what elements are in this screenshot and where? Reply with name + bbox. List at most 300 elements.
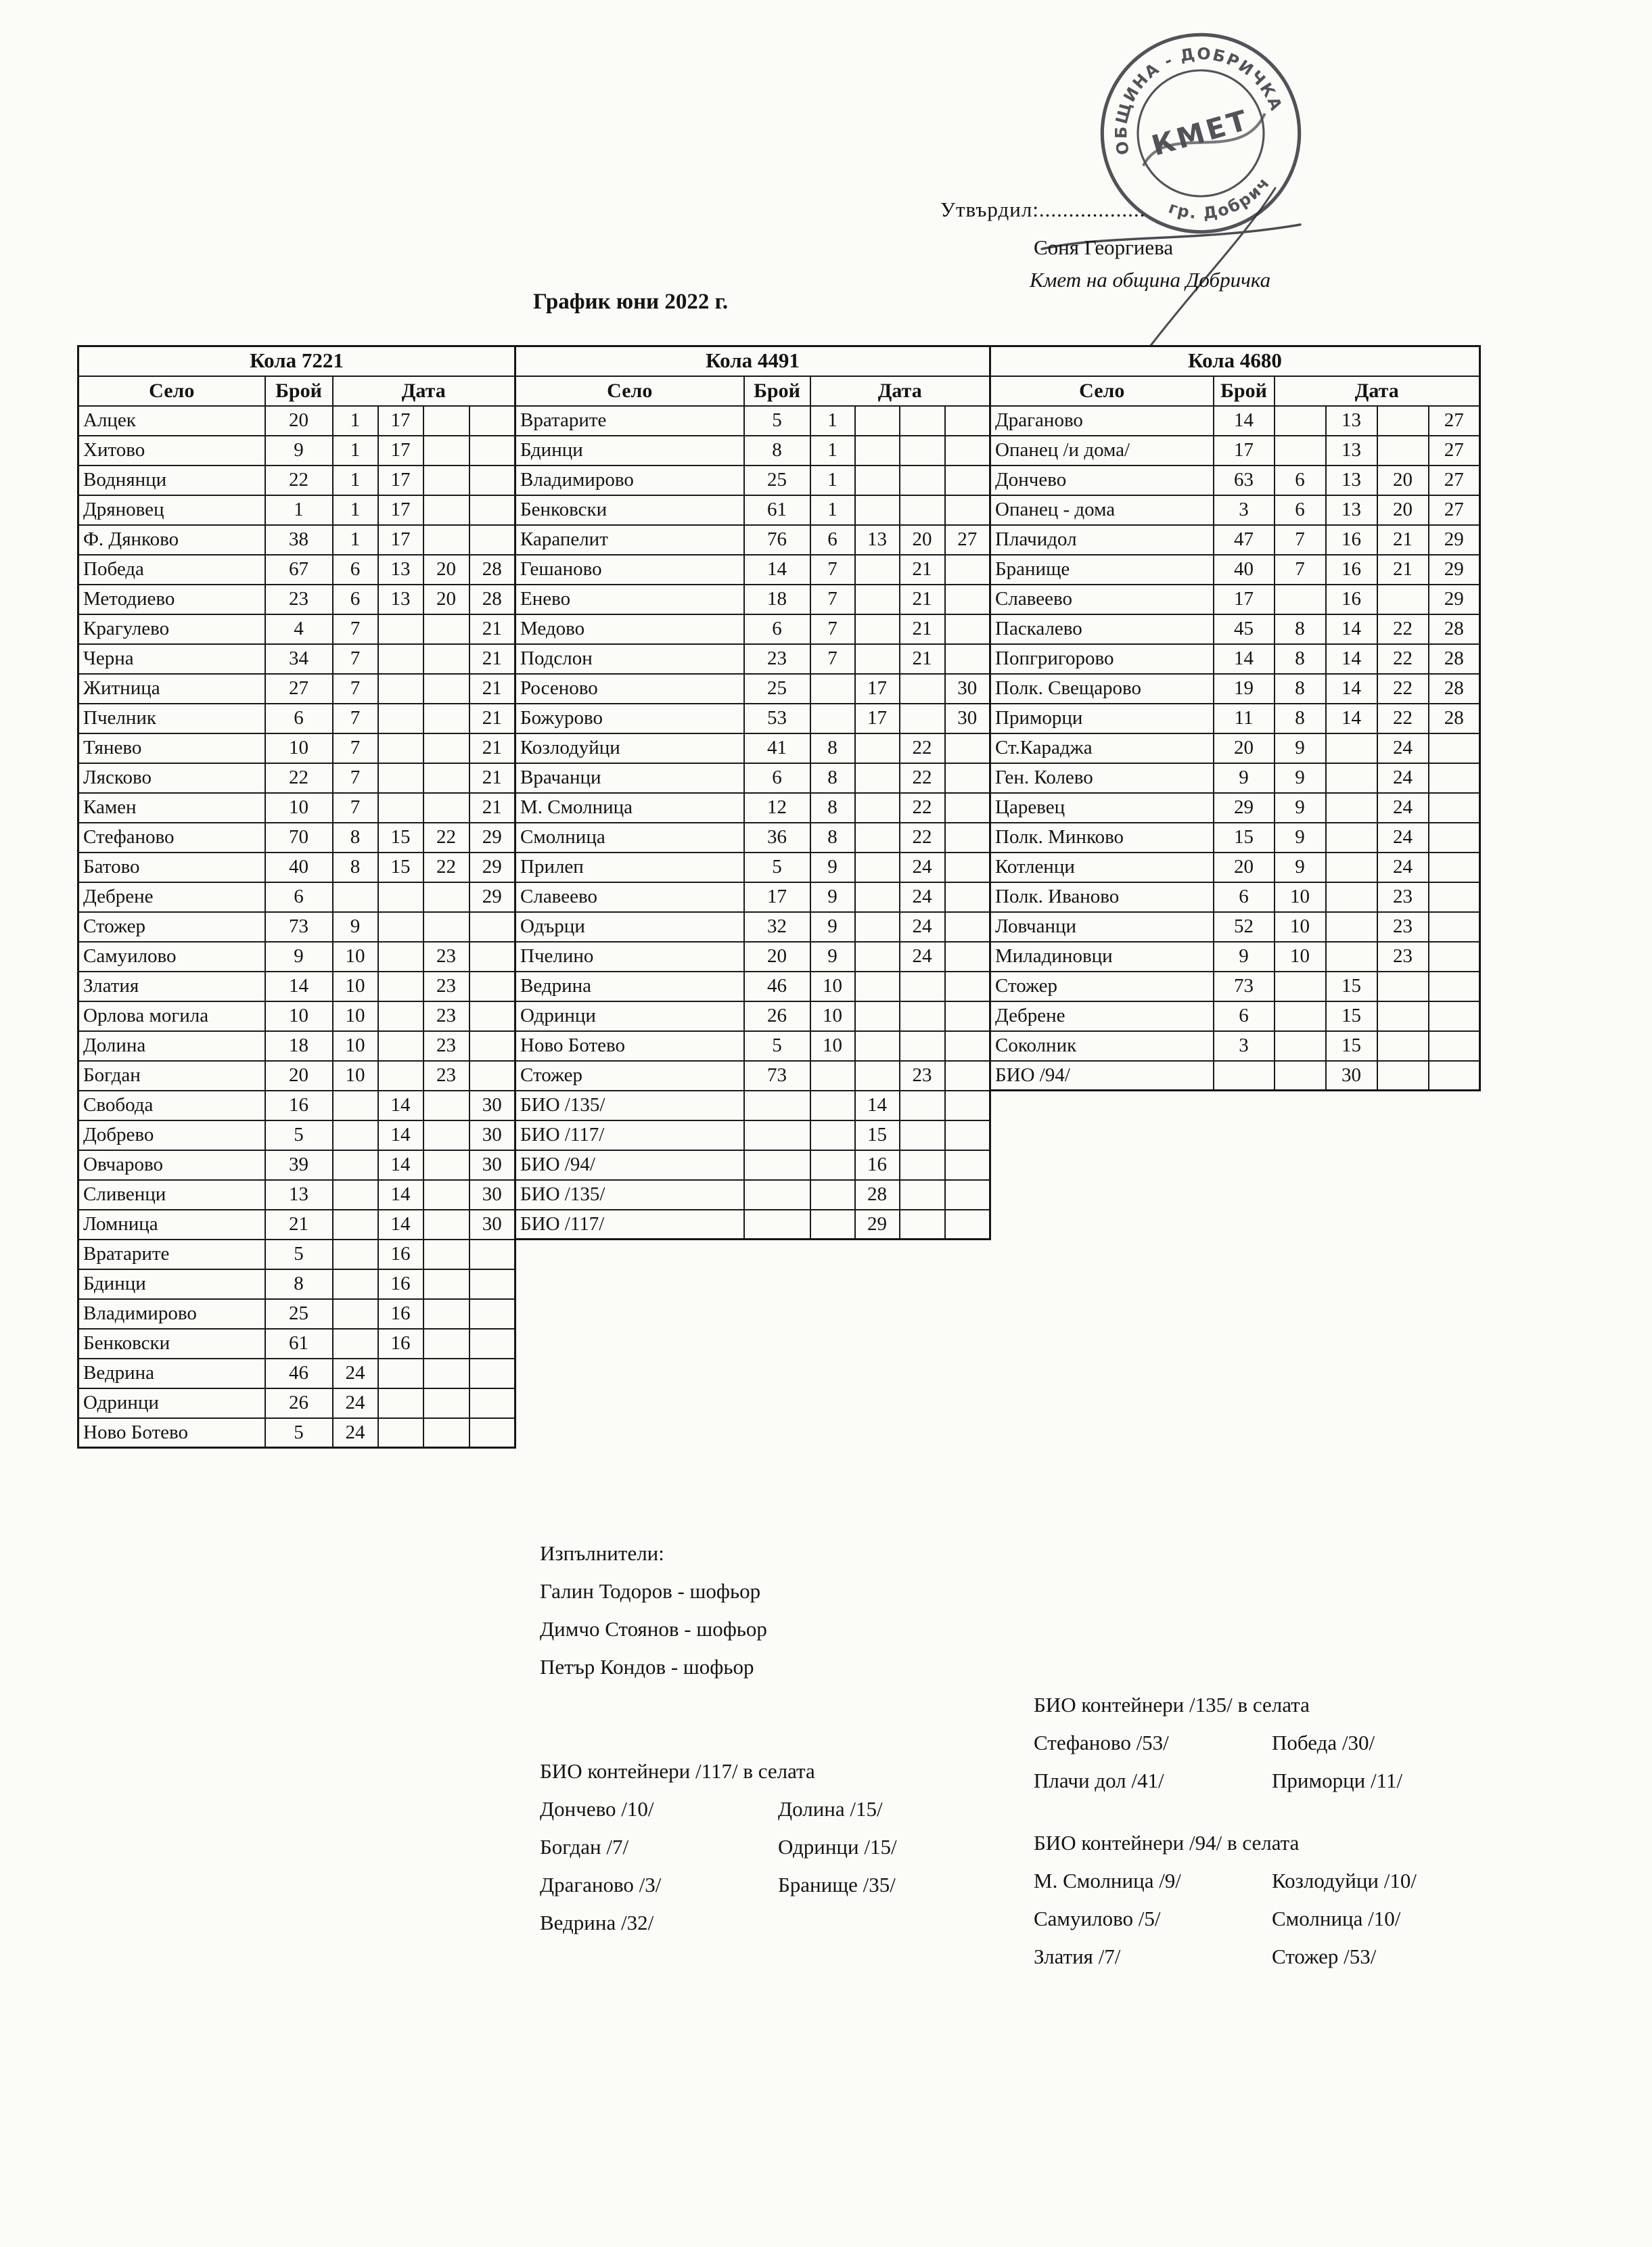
bio-block-title: БИО контейнери /94/ в селата bbox=[1034, 1831, 1300, 1855]
table-row bbox=[78, 406, 515, 436]
count-cell: 16 bbox=[265, 1091, 333, 1120]
date-cell bbox=[900, 1180, 945, 1210]
date-cell bbox=[423, 1091, 469, 1120]
bio-row bbox=[540, 1790, 1016, 1828]
date-cell: 7 bbox=[810, 585, 855, 614]
table-row bbox=[78, 942, 515, 972]
date-cell bbox=[1275, 972, 1326, 1001]
date-cell: 10 bbox=[333, 1061, 378, 1091]
date-cell bbox=[469, 1388, 515, 1418]
date-cell: 13 bbox=[1326, 466, 1377, 495]
date-cell bbox=[469, 1359, 515, 1388]
date-cell: 27 bbox=[1429, 436, 1480, 466]
date-cell bbox=[378, 972, 423, 1001]
date-cell: 1 bbox=[333, 406, 378, 436]
table-row bbox=[515, 733, 990, 763]
bio-item: Плачи дол /41/ bbox=[1034, 1769, 1164, 1792]
count-cell: 14 bbox=[1214, 644, 1275, 674]
date-cell bbox=[945, 1120, 990, 1150]
date-cell bbox=[945, 972, 990, 1001]
count-cell: 61 bbox=[744, 495, 810, 525]
date-cell: 9 bbox=[810, 882, 855, 912]
date-cell bbox=[1429, 972, 1480, 1001]
table-row bbox=[78, 1359, 515, 1388]
date-cell bbox=[855, 495, 900, 525]
village-cell: Орлова могила bbox=[78, 1001, 265, 1031]
count-cell: 61 bbox=[265, 1329, 333, 1359]
count-cell: 40 bbox=[1214, 555, 1275, 585]
date-cell bbox=[945, 793, 990, 823]
date-cell bbox=[469, 525, 515, 555]
date-cell bbox=[333, 1150, 378, 1180]
village-cell: Богдан bbox=[78, 1061, 265, 1091]
date-cell: 24 bbox=[1377, 733, 1429, 763]
bio-item: Ведрина /32/ bbox=[540, 1911, 654, 1934]
date-cell: 14 bbox=[378, 1120, 423, 1150]
date-cell bbox=[1429, 793, 1480, 823]
date-cell bbox=[378, 704, 423, 733]
table-row bbox=[78, 1388, 515, 1418]
count-cell: 41 bbox=[744, 733, 810, 763]
date-cell: 21 bbox=[900, 644, 945, 674]
village-cell: Овчарово bbox=[78, 1150, 265, 1180]
village-cell: Воднянци bbox=[78, 466, 265, 495]
village-cell: Черна bbox=[78, 644, 265, 674]
bio-item: Долина /15/ bbox=[778, 1797, 883, 1821]
date-cell: 15 bbox=[1326, 972, 1377, 1001]
table-row bbox=[78, 1180, 515, 1210]
date-cell: 21 bbox=[469, 644, 515, 674]
table-title: Кола 4491 bbox=[515, 346, 990, 376]
bio-item: М. Смолница /9/ bbox=[1034, 1869, 1181, 1892]
date-cell: 21 bbox=[900, 555, 945, 585]
date-cell: 15 bbox=[1326, 1031, 1377, 1061]
table-row bbox=[515, 704, 990, 733]
village-cell: Ловчанци bbox=[990, 912, 1214, 942]
count-cell: 40 bbox=[265, 853, 333, 882]
count-cell: 10 bbox=[265, 793, 333, 823]
signer-name: Соня Георгиева bbox=[1034, 235, 1174, 259]
date-cell bbox=[333, 1210, 378, 1240]
bio-block-title: БИО контейнери /117/ в селата bbox=[540, 1759, 815, 1783]
date-cell bbox=[469, 466, 515, 495]
date-cell: 22 bbox=[1377, 704, 1429, 733]
table-row bbox=[515, 585, 990, 614]
count-cell: 19 bbox=[1214, 674, 1275, 704]
village-cell: Вратарите bbox=[515, 406, 744, 436]
table-row bbox=[78, 1269, 515, 1299]
count-cell: 3 bbox=[1214, 1031, 1275, 1061]
count-cell: 1 bbox=[265, 495, 333, 525]
date-cell: 17 bbox=[855, 674, 900, 704]
count-cell: 20 bbox=[265, 406, 333, 436]
count-cell: 76 bbox=[744, 525, 810, 555]
count-cell: 25 bbox=[265, 1299, 333, 1329]
date-cell: 28 bbox=[469, 555, 515, 585]
village-cell: Врачанци bbox=[515, 763, 744, 793]
date-cell: 10 bbox=[333, 1001, 378, 1031]
table-row bbox=[990, 1031, 1480, 1061]
village-cell: М. Смолница bbox=[515, 793, 744, 823]
count-cell: 26 bbox=[744, 1001, 810, 1031]
village-cell: Гешаново bbox=[515, 555, 744, 585]
date-cell bbox=[423, 644, 469, 674]
executors-block bbox=[540, 1535, 767, 1686]
svg-text:гр. Добрич bbox=[1162, 170, 1279, 235]
date-cell bbox=[469, 406, 515, 436]
date-cell bbox=[423, 1150, 469, 1180]
date-cell: 15 bbox=[378, 823, 423, 853]
date-cell bbox=[1275, 436, 1326, 466]
table-row bbox=[78, 495, 515, 525]
village-cell: Стожер bbox=[990, 972, 1214, 1001]
date-cell: 30 bbox=[469, 1091, 515, 1120]
table-row bbox=[78, 763, 515, 793]
village-cell: Дончево bbox=[990, 466, 1214, 495]
table-row bbox=[78, 882, 515, 912]
date-cell bbox=[1429, 942, 1480, 972]
table-row bbox=[990, 853, 1480, 882]
village-cell: Карапелит bbox=[515, 525, 744, 555]
village-cell: Победа bbox=[78, 555, 265, 585]
table-row bbox=[990, 555, 1480, 585]
count-cell: 27 bbox=[265, 674, 333, 704]
date-cell bbox=[1377, 585, 1429, 614]
village-cell: Приморци bbox=[990, 704, 1214, 733]
date-cell bbox=[945, 466, 990, 495]
date-cell: 16 bbox=[1326, 555, 1377, 585]
count-cell: 63 bbox=[1214, 466, 1275, 495]
date-cell: 21 bbox=[469, 704, 515, 733]
village-cell: Златия bbox=[78, 972, 265, 1001]
date-cell bbox=[945, 495, 990, 525]
date-cell bbox=[900, 406, 945, 436]
date-cell bbox=[855, 912, 900, 942]
table-row bbox=[78, 1329, 515, 1359]
count-cell: 46 bbox=[265, 1359, 333, 1388]
table-row bbox=[78, 972, 515, 1001]
date-cell bbox=[945, 555, 990, 585]
table-row bbox=[78, 1001, 515, 1031]
table-row bbox=[515, 674, 990, 704]
date-cell bbox=[900, 1001, 945, 1031]
village-cell: Опанец /и дома/ bbox=[990, 436, 1214, 466]
date-cell bbox=[423, 674, 469, 704]
table-row bbox=[990, 1001, 1480, 1031]
count-header: Брой bbox=[744, 376, 810, 406]
table-row bbox=[990, 823, 1480, 853]
count-cell: 20 bbox=[1214, 733, 1275, 763]
count-cell: 5 bbox=[744, 1031, 810, 1061]
table-title-row bbox=[78, 346, 515, 376]
date-cell: 8 bbox=[810, 763, 855, 793]
date-cell: 21 bbox=[469, 763, 515, 793]
date-cell bbox=[469, 942, 515, 972]
table-row bbox=[990, 644, 1480, 674]
count-cell: 10 bbox=[265, 733, 333, 763]
table-row bbox=[78, 1150, 515, 1180]
date-cell bbox=[945, 406, 990, 436]
date-cell bbox=[378, 882, 423, 912]
date-cell bbox=[333, 1120, 378, 1150]
count-cell: 20 bbox=[744, 942, 810, 972]
village-cell: Житница bbox=[78, 674, 265, 704]
count-cell: 21 bbox=[265, 1210, 333, 1240]
count-header: Брой bbox=[1214, 376, 1275, 406]
date-cell: 13 bbox=[1326, 436, 1377, 466]
date-cell: 1 bbox=[333, 495, 378, 525]
date-cell: 10 bbox=[1275, 912, 1326, 942]
date-cell: 24 bbox=[900, 853, 945, 882]
date-cell: 24 bbox=[1377, 823, 1429, 853]
table-row bbox=[990, 466, 1480, 495]
table-row bbox=[78, 733, 515, 763]
date-cell: 7 bbox=[333, 704, 378, 733]
count-cell: 14 bbox=[265, 972, 333, 1001]
date-cell bbox=[855, 882, 900, 912]
date-cell bbox=[423, 1180, 469, 1210]
bio-item: Стожер /53/ bbox=[1272, 1945, 1377, 1968]
date-header: Дата bbox=[333, 376, 515, 406]
date-cell bbox=[469, 1061, 515, 1091]
village-cell: Лясково bbox=[78, 763, 265, 793]
village-cell: Самуилово bbox=[78, 942, 265, 972]
date-cell bbox=[469, 1001, 515, 1031]
date-cell: 15 bbox=[1326, 1001, 1377, 1031]
date-cell: 20 bbox=[423, 585, 469, 614]
table-row bbox=[78, 823, 515, 853]
date-cell: 16 bbox=[378, 1299, 423, 1329]
count-cell: 29 bbox=[1214, 793, 1275, 823]
village-cell: Дряновец bbox=[78, 495, 265, 525]
date-cell bbox=[423, 1418, 469, 1448]
date-cell bbox=[1377, 1031, 1429, 1061]
date-cell: 7 bbox=[333, 614, 378, 644]
date-cell: 6 bbox=[1275, 466, 1326, 495]
count-cell: 9 bbox=[1214, 763, 1275, 793]
count-cell: 17 bbox=[1214, 436, 1275, 466]
date-cell: 8 bbox=[1275, 674, 1326, 704]
date-cell bbox=[1275, 1061, 1326, 1091]
date-cell bbox=[855, 555, 900, 585]
village-cell: Тянево bbox=[78, 733, 265, 763]
date-cell: 28 bbox=[1429, 644, 1480, 674]
village-cell: Дебрене bbox=[78, 882, 265, 912]
village-cell: Владимирово bbox=[78, 1299, 265, 1329]
table-row bbox=[78, 644, 515, 674]
date-cell: 8 bbox=[1275, 644, 1326, 674]
count-cell: 14 bbox=[1214, 406, 1275, 436]
table-row bbox=[78, 525, 515, 555]
table-row bbox=[515, 436, 990, 466]
count-cell: 4 bbox=[265, 614, 333, 644]
date-cell: 24 bbox=[333, 1418, 378, 1448]
date-cell bbox=[855, 853, 900, 882]
count-cell: 6 bbox=[1214, 882, 1275, 912]
date-cell: 16 bbox=[378, 1269, 423, 1299]
date-cell: 24 bbox=[1377, 853, 1429, 882]
date-cell bbox=[855, 644, 900, 674]
date-cell bbox=[469, 1299, 515, 1329]
date-cell: 16 bbox=[378, 1329, 423, 1359]
executor-line: Петър Кондов - шофьор bbox=[540, 1655, 754, 1679]
bio-item: Бранище /35/ bbox=[778, 1873, 896, 1897]
date-cell bbox=[1429, 1061, 1480, 1091]
date-cell bbox=[1377, 1001, 1429, 1031]
table-kola-7221 bbox=[77, 345, 516, 1449]
count-cell: 23 bbox=[265, 585, 333, 614]
date-cell: 7 bbox=[333, 733, 378, 763]
date-cell: 7 bbox=[810, 644, 855, 674]
date-cell: 29 bbox=[469, 823, 515, 853]
bio-item: Богдан /7/ bbox=[540, 1835, 629, 1859]
village-cell: Одринци bbox=[515, 1001, 744, 1031]
date-cell bbox=[378, 644, 423, 674]
date-cell: 16 bbox=[855, 1150, 900, 1180]
bio-item: Златия /7/ bbox=[1034, 1945, 1121, 1968]
village-cell: Ново Ботево bbox=[78, 1418, 265, 1448]
village-cell: Добрево bbox=[78, 1120, 265, 1150]
table-row bbox=[515, 406, 990, 436]
document-title: График юни 2022 г. bbox=[533, 290, 729, 314]
date-cell: 24 bbox=[900, 942, 945, 972]
date-cell: 22 bbox=[900, 793, 945, 823]
date-cell: 13 bbox=[1326, 495, 1377, 525]
date-cell: 8 bbox=[333, 853, 378, 882]
date-cell bbox=[855, 436, 900, 466]
date-cell bbox=[423, 1359, 469, 1388]
date-cell bbox=[900, 1031, 945, 1061]
date-cell bbox=[378, 942, 423, 972]
village-cell: Владимирово bbox=[515, 466, 744, 495]
count-cell: 14 bbox=[744, 555, 810, 585]
table-row bbox=[990, 614, 1480, 644]
date-cell: 13 bbox=[1326, 406, 1377, 436]
village-cell: Сливенци bbox=[78, 1180, 265, 1210]
village-cell: Одринци bbox=[78, 1388, 265, 1418]
date-cell: 10 bbox=[810, 1031, 855, 1061]
date-cell: 10 bbox=[333, 972, 378, 1001]
date-cell: 30 bbox=[469, 1120, 515, 1150]
date-cell bbox=[378, 1388, 423, 1418]
village-cell: Росеново bbox=[515, 674, 744, 704]
date-cell: 9 bbox=[810, 853, 855, 882]
bio-item: Приморци /11/ bbox=[1272, 1769, 1403, 1792]
date-cell bbox=[423, 614, 469, 644]
village-cell: Алцек bbox=[78, 406, 265, 436]
village-header: Село bbox=[515, 376, 744, 406]
date-cell bbox=[1326, 733, 1377, 763]
count-cell: 10 bbox=[265, 1001, 333, 1031]
date-cell: 22 bbox=[1377, 614, 1429, 644]
count-cell: 39 bbox=[265, 1150, 333, 1180]
date-cell bbox=[855, 1061, 900, 1091]
date-cell bbox=[423, 733, 469, 763]
count-cell: 6 bbox=[744, 614, 810, 644]
table-row bbox=[515, 1150, 990, 1180]
date-cell: 1 bbox=[810, 436, 855, 466]
date-cell bbox=[855, 614, 900, 644]
date-cell bbox=[423, 912, 469, 942]
table-row bbox=[78, 793, 515, 823]
date-cell bbox=[1326, 942, 1377, 972]
executor-line: Димчо Стоянов - шофьор bbox=[540, 1617, 767, 1641]
date-cell bbox=[1429, 1031, 1480, 1061]
date-cell: 6 bbox=[333, 555, 378, 585]
date-cell: 24 bbox=[900, 882, 945, 912]
village-cell: Полк. Свещарово bbox=[990, 674, 1214, 704]
table-row bbox=[78, 614, 515, 644]
date-cell: 28 bbox=[1429, 704, 1480, 733]
date-cell: 29 bbox=[855, 1210, 900, 1240]
table-row bbox=[990, 763, 1480, 793]
village-cell: Батово bbox=[78, 853, 265, 882]
date-cell: 23 bbox=[423, 942, 469, 972]
date-cell: 27 bbox=[1429, 495, 1480, 525]
bio-item: Одринци /15/ bbox=[778, 1835, 897, 1859]
table-row bbox=[515, 793, 990, 823]
count-cell: 18 bbox=[744, 585, 810, 614]
date-cell bbox=[423, 882, 469, 912]
stamp-arc-bottom-text: гр. Добрич bbox=[1166, 173, 1275, 223]
date-cell: 17 bbox=[378, 466, 423, 495]
count-cell: 6 bbox=[265, 704, 333, 733]
date-cell bbox=[855, 823, 900, 853]
bio-row bbox=[540, 1828, 1016, 1866]
date-cell: 8 bbox=[810, 793, 855, 823]
date-cell bbox=[469, 912, 515, 942]
table-row bbox=[990, 406, 1480, 436]
date-cell: 9 bbox=[1275, 733, 1326, 763]
date-cell bbox=[423, 406, 469, 436]
date-cell: 22 bbox=[900, 733, 945, 763]
table-title: Кола 7221 bbox=[78, 346, 515, 376]
table-row bbox=[515, 972, 990, 1001]
date-cell: 7 bbox=[333, 763, 378, 793]
date-cell: 22 bbox=[900, 823, 945, 853]
date-cell: 29 bbox=[1429, 585, 1480, 614]
count-cell: 70 bbox=[265, 823, 333, 853]
bio-row bbox=[1034, 1762, 1510, 1800]
date-cell bbox=[900, 495, 945, 525]
date-cell bbox=[423, 525, 469, 555]
date-cell bbox=[1326, 793, 1377, 823]
table-row bbox=[515, 823, 990, 853]
date-cell: 22 bbox=[423, 853, 469, 882]
date-cell bbox=[945, 733, 990, 763]
village-cell: Бенковски bbox=[515, 495, 744, 525]
village-cell: Крагулево bbox=[78, 614, 265, 644]
date-cell bbox=[378, 674, 423, 704]
date-cell bbox=[945, 1061, 990, 1091]
table-row bbox=[990, 704, 1480, 733]
date-cell: 7 bbox=[1275, 525, 1326, 555]
date-cell bbox=[469, 1240, 515, 1269]
date-cell: 14 bbox=[378, 1150, 423, 1180]
table-row bbox=[990, 495, 1480, 525]
date-cell: 27 bbox=[1429, 466, 1480, 495]
village-cell: Царевец bbox=[990, 793, 1214, 823]
date-cell: 1 bbox=[333, 525, 378, 555]
village-cell: БИО /117/ bbox=[515, 1120, 744, 1150]
mayor-stamp bbox=[1071, 3, 1330, 263]
date-cell bbox=[423, 763, 469, 793]
date-cell: 15 bbox=[855, 1120, 900, 1150]
date-cell bbox=[900, 1091, 945, 1120]
date-cell: 8 bbox=[1275, 704, 1326, 733]
date-cell bbox=[333, 1240, 378, 1269]
date-cell: 1 bbox=[333, 466, 378, 495]
